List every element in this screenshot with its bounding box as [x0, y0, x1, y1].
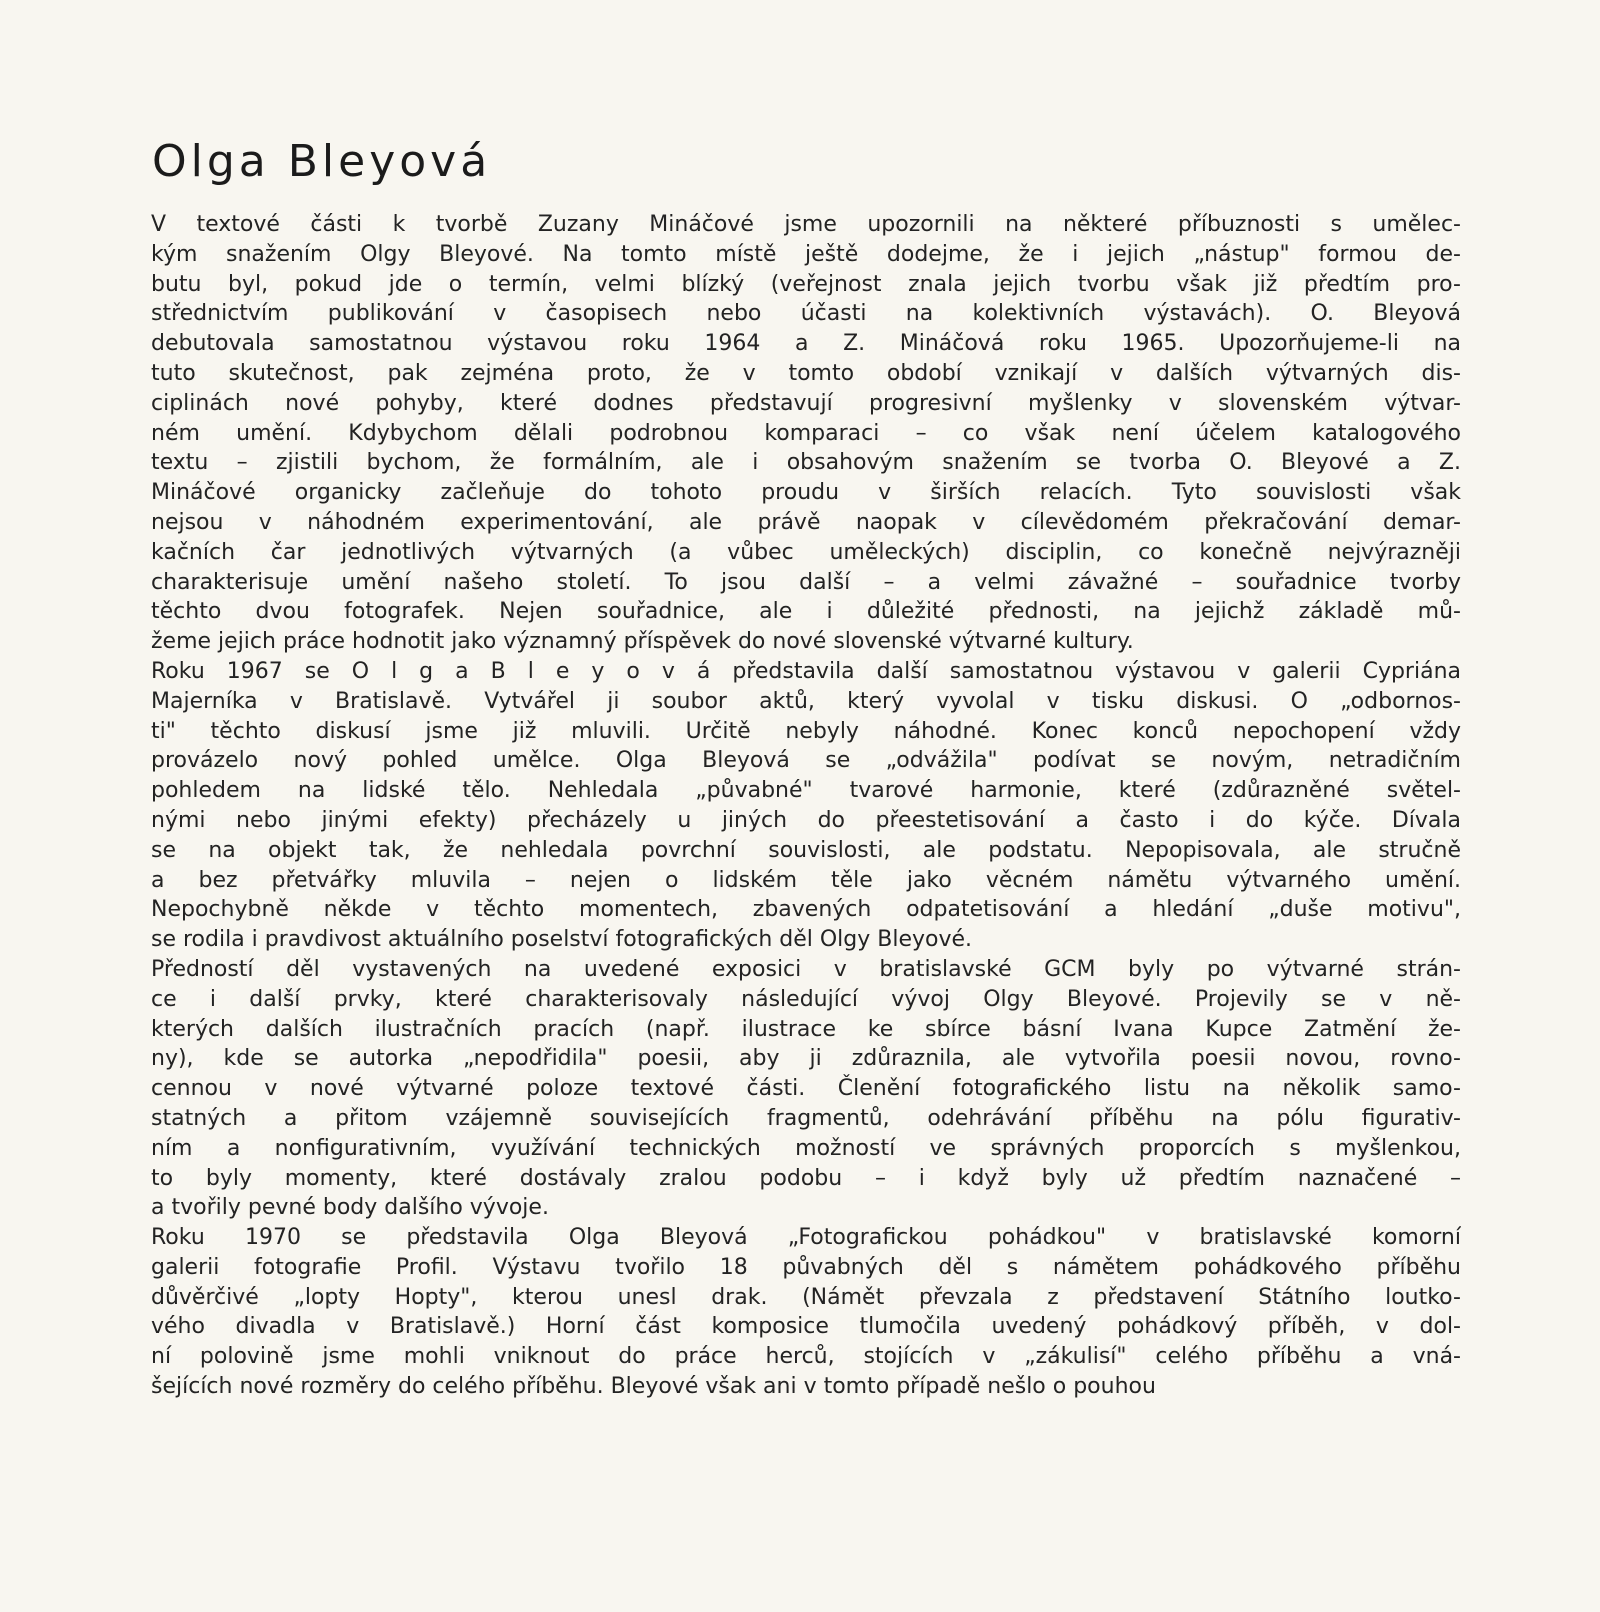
text-line: Nepochybně někde v těchto momentech, zbavených odpatetisování a hledání „duše motivu",: [151, 897, 1461, 923]
text-line: kterých dalších ilustračních pracích (např. ilustrace ke sbírce básní Ivana Kupce Zatmění že-: [151, 1016, 1461, 1042]
text-line: provázelo nový pohled umělce. Olga Bleyová se „odvážila" podívat se novým, netradičním: [151, 748, 1461, 774]
text-line: vého divadla v Bratislavě.) Horní část komposice tlumočila uvedený pohádkový příběh, v dol-: [151, 1314, 1461, 1340]
text-line: to byly momenty, které dostávaly zralou podobu – i když byly už předtím naznačené –: [151, 1165, 1461, 1191]
text-line: tuto skutečnost, pak zejména proto, že v tomto období vznikají v dalších výtvarných dis-: [151, 360, 1461, 386]
text-line: střednictvím publikování v časopisech nebo účasti na kolektivních výstavách). O. Bleyová: [151, 301, 1461, 327]
text-line: se rodila i pravdivost aktuálního poselství fotografických děl Olgy Bleyové.: [151, 927, 973, 953]
text-line: ti" těchto diskusí jsme již mluvili. Určitě nebyly náhodné. Konec konců nepochopení vždy: [151, 718, 1461, 744]
text-line: Roku 1970 se představila Olga Bleyová „Fotografickou pohádkou" v bratislavské komorní: [151, 1225, 1461, 1251]
text-line: těchto dvou fotografek. Nejen souřadnice, ale i důležité přednosti, na jejichž základě mů-: [151, 599, 1461, 625]
text-line: Mináčové organicky začleňuje do tohoto proudu v širších relacích. Tyto souvislosti však: [151, 480, 1461, 506]
text-line: ny), kde se autorka „nepodřidila" poesii, aby ji zdůraznila, ale vytvořila poesii novou, rovno-: [151, 1046, 1461, 1072]
text-line: ciplinách nové pohyby, které dodnes představují progresivní myšlenky v slovenském výtvar-: [151, 390, 1461, 416]
text-line: nými nebo jinými efekty) přecházely u jiných do přeestetisování a často i do kýče. Dívala: [151, 807, 1461, 833]
text-line: butu byl, pokud jde o termín, velmi blízký (veřejnost znala jejich tvorbu však již předtím pro-: [151, 271, 1461, 297]
text-line: debutovala samostatnou výstavou roku 1964 a Z. Mináčová roku 1965. Upozorňujeme-li na: [151, 331, 1461, 357]
text-line: kačních čar jednotlivých výtvarných (a vůbec uměleckých) disciplin, co konečně nejvýrazněji: [151, 539, 1461, 565]
text-line: ném umění. Kdybychom dělali podrobnou komparaci – co však není účelem katalogového: [151, 420, 1461, 446]
text-line: ním a nonfigurativním, využívání technických možností ve správných proporcích s myšlenkou,: [151, 1135, 1461, 1161]
text-line: statných a přitom vzájemně souvisejících fragmentů, odehrávání příběhu na pólu figurativ-: [151, 1105, 1461, 1131]
text-line: charakterisuje umění našeho století. To jsou další – a velmi závažné – souřadnice tvorby: [151, 569, 1461, 595]
text-line: šejících nové rozměry do celého příběhu. Bleyové však ani v tomto případě nešlo o pouhou: [151, 1374, 1156, 1400]
text-line: a tvořily pevné body dalšího vývoje.: [151, 1195, 549, 1221]
text-line: pohledem na lidské tělo. Nehledala „půvabné" tvarové harmonie, které (zdůrazněné světel-: [151, 778, 1461, 804]
text-line: Předností děl vystavených na uvedené exposici v bratislavské GCM byly po výtvarné strán-: [151, 956, 1461, 982]
text-line: se na objekt tak, že nehledala povrchní souvislosti, ale podstatu. Nepopisovala, ale stručně: [151, 837, 1461, 863]
text-line: žeme jejich práce hodnotit jako významný příspěvek do nové slovenské výtvarné kultury.: [151, 629, 1134, 655]
article-body: [151, 210, 1461, 1402]
text-line: ce i další prvky, které charakterisovaly následující vývoj Olgy Bleyové. Projevily se v ně-: [151, 986, 1461, 1012]
text-line: kým snažením Olgy Bleyové. Na tomto místě ještě dodejme, že i jejich „nástup" formou de-: [151, 241, 1461, 267]
text-line: V textové části k tvorbě Zuzany Mináčové jsme upozornili na některé příbuznosti s umělec-: [151, 212, 1461, 237]
text-line: ní polovině jsme mohli vniknout do práce herců, stojících v „zákulisí" celého příběhu a vná-: [151, 1344, 1461, 1370]
text-line: textu – zjistili bychom, že formálním, ale i obsahovým snažením se tvorba O. Bleyové a Z.: [151, 450, 1461, 476]
text-line: Majerníka v Bratislavě. Vytvářel ji soubor aktů, který vyvolal v tisku diskusi. O „odbornos-: [151, 688, 1461, 714]
text-line: galerii fotografie Profil. Výstavu tvořilo 18 půvabných děl s námětem pohádkového příběhu: [151, 1254, 1461, 1280]
text-line: nejsou v náhodném experimentování, ale právě naopak v cílevědomém překračování demar-: [151, 509, 1461, 535]
page-title: Olga Bleyová: [152, 136, 492, 187]
text-line: cennou v nové výtvarné poloze textové části. Členění fotografického listu na několik samo-: [151, 1076, 1461, 1102]
text-line: Roku 1967 se O l g a B l e y o v á představila další samostatnou výstavou v galerii Cypriána: [151, 658, 1461, 684]
text-line: a bez přetvářky mluvila – nejen o lidském těle jako věcném námětu výtvarného umění.: [151, 867, 1461, 893]
text-line: důvěrčivé „lopty Hopty", kterou unesl drak. (Námět převzala z představení Státního loutko-: [151, 1284, 1461, 1310]
